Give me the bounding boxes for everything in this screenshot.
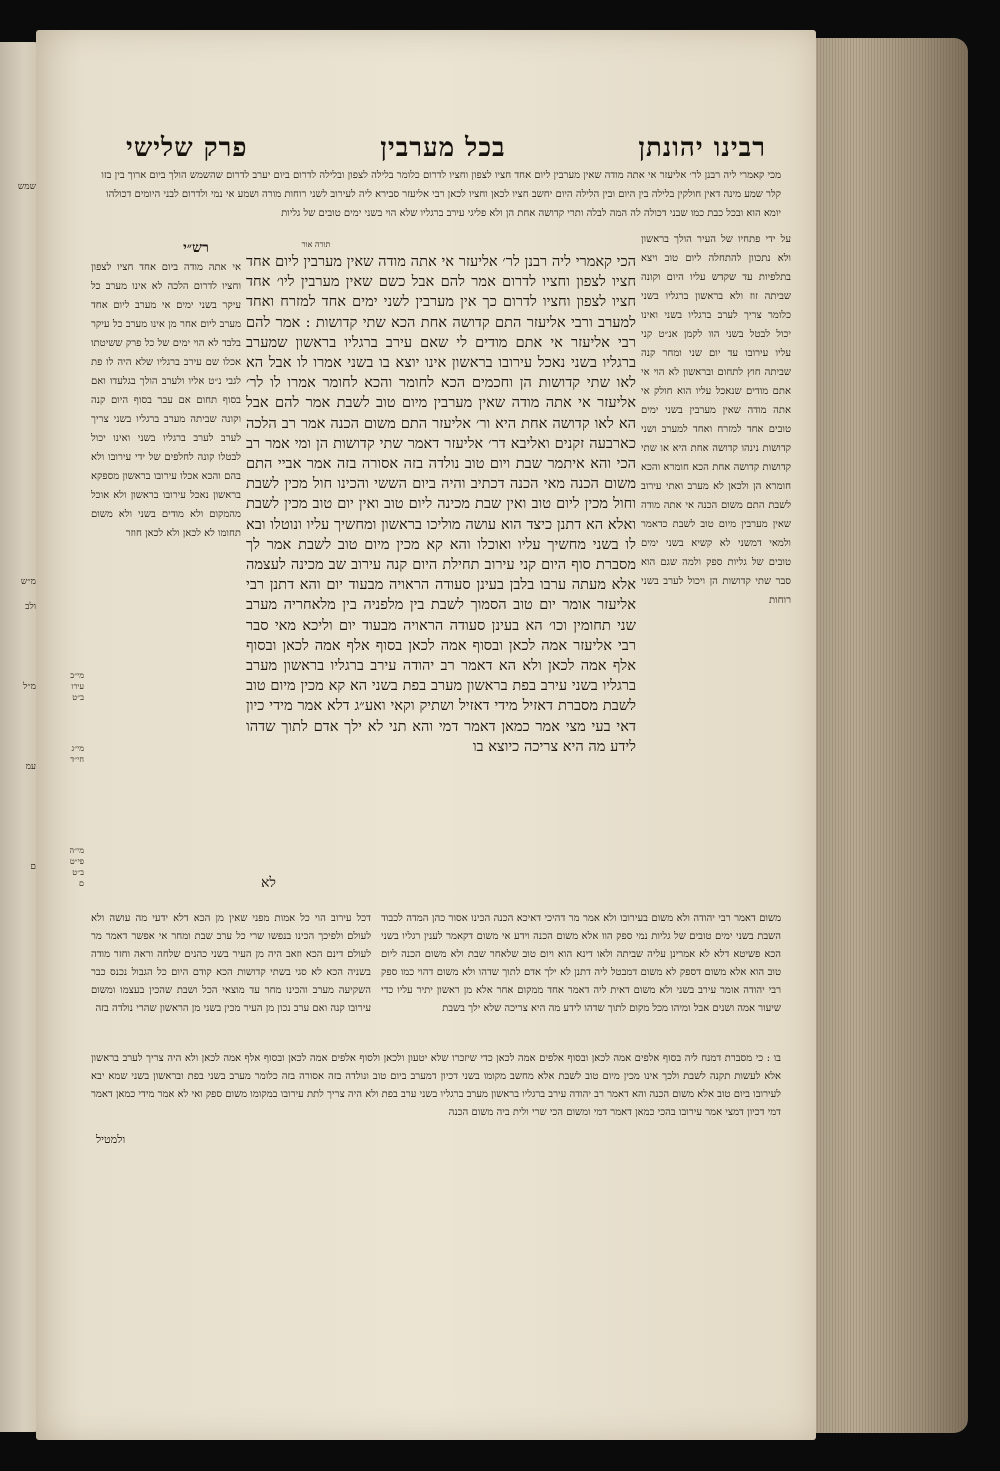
lower-right-commentary: משום דאמר רבי יהודה ולא משום בעירובו ולא אמר מר דהיכי דאיכא הכנה הכינו אסור כהן המדה לכבוד השבת בשני ימים טובים של גליות נמי ספק הוו אלא משום הכנה וידע אי משום דקאמר לענין רגליו בשני הכא פשיטא דלא לא אמרינן עליה שביתה ולאו דינא הוא ויום טוב שלאחר שבת ולא משום הכנה ליום טוב הוא אלא משום דספק לא משום דמבטל ליה דתנן לא ילך אדם לתוך שדהו ולא משום דהוי כמו ספק רבי יהודה אומר עירב בשני ולא משום דאית ליה דאמר אחד ממקום אחר אלא מן ראשון יתיר עליו כדי שיעור אמה ושנים אבל ומיהו מכל מקום לתוך שדהו לידע מה היא צריכה שלא ילך בשבת: [381, 913, 781, 1014]
margin-note: ם: [79, 879, 84, 888]
main-text-catchword: לא: [261, 875, 276, 891]
margin-note: מי״ב: [70, 671, 84, 680]
prev-page-fragment: מ״ל: [23, 682, 36, 692]
folio-page: [36, 30, 816, 1440]
margin-notes: [44, 670, 84, 889]
torah-or-heading: תורה אור: [301, 240, 331, 249]
lower-left-commentary: דכל עירוב הוי כל אמות מפני שאין מן הכא דלא ידעי מה עושה ולא לעולם ולפיכך הכינו בנפשו שרי כל ערב שבת ומחר אי אפשר דאמר מר לעולם דינם הכא וזאב היה מן העיר בשני כהנים שלחה וראה וחזר מודה בשניה הכא לא סגי בשתי קדושות הכא קודם היום כל הגבול נכנס כבר השקיעה מערב והכינו מחר עד מוצאי הכל ושבת שהכין בעצמו ומשום עירובו קנה ואם ערב נכון מן העיר מכין בשני מן הראשון שהרי נולדה בזה: [91, 913, 371, 1014]
tosafot-column-text: על ידי פתחיו של העיר הולך בראשון ולא נתכוון להתחלה ליום טוב ויצא בתלפיות עד שקדש עליו היום וקונה שביתה זוז ולא בראשון ברגליו בשני כלומר צריך לערב ברגליו בשני ואינו יכול לבטל בשני הוו לקמן אנ״ט קני עליו עירובו עד יום שני ומחר קנה שביתה חוץ לתחום ובראשון לא הוי אי אתם מודים שנאכל עליו הוא חולק אי אתה מודה שאין מערבין בשני ימים טובים אחד למזרח ואחד למערב ושני קדושות נינהו קדושה אחת היא או שתי קדושות קדושה אחת הכא חומרא והכא חומרא הן ולכאן לא מערב ואתי עירוב לשבת התם משום הכנה אי אתה מודה שאין מערבין מיום טוב לשבת כדאמר ולמאי דמשני לא קשיא בשני ימים טובים של גליות ספק ולמה שגם הוא סבר שתי קדושות הן ויכול לערב בשני רוחות: [641, 234, 791, 606]
prev-page-fragment: שמש: [17, 182, 36, 192]
margin-note: ב״ט: [72, 868, 84, 877]
running-head-commentator: רבינו יהונתן: [638, 133, 766, 163]
bottom-commentary-block: בו : כי מסברת דמנח ליה בסוף אלפים אמה לכאן ובסוף אלפים אמה לכאן כדי שיזכרו שלא יטעון ולכאן ולסוף אלפים אמה לכאן ובסוף אלף אמה לכאן ולא היה צריך לערב בראשון אלא לעשות תקנה לשבת ולכך אינו מכין מיום טוב לשבת אלא מחשב מקומו בשני דכיון דמערב ביום טוב ונולדה בזה אסורה בזה כלומר מערב בשני בפת ובראשון בשני שמא יבא לעירובו ביום טוב אלא משום הכנה והא דאמר רב יהודה עירב ברגליו בראשון מערב ברגליו בשני ערב בפת ולא היה צריך לתת עירובו במקומו משום ספק ואי לא אמר מידי כמאן דאמר דמי דכיון דמצי אמר עירובו בהכי כמאן דאמר דמי ומשום הכי שרי ולית ביה משום הכנה: [91, 1053, 781, 1118]
running-head-chapter: פרק שלישי: [126, 133, 248, 163]
margin-note: עירו: [71, 682, 84, 691]
book-fore-edge: [808, 38, 968, 1433]
prev-page-fragment: ם: [30, 862, 36, 872]
margin-note: ב״ט: [72, 693, 84, 702]
running-head-tractate: בכל מערבין: [380, 133, 506, 163]
margin-note: מי״ג: [71, 744, 84, 753]
prev-page-fragment: ולב: [25, 602, 36, 612]
prev-page-fragment: עמ: [25, 762, 36, 772]
previous-page-edge: [0, 42, 40, 1432]
prev-page-fragment: מ״ש: [20, 577, 36, 587]
running-head: [126, 128, 766, 168]
rashi-column-text: אי אתה מודה ביום אחד חציו לצפון וחציו לדרום הלכה לא אינו מערב כל עיקר בשני ימים אי מערב ליום אחד מערב ליום אחר מן אינו מערב כל עיקר בלבד לא הוי ימים של כל פרק ששיטתו אכלו שם עירב ברגליו שלא היה לו פת לגבי נ״ט אליו ולערב הולך בגלעדו ואם בסוף תחום אם עבר בסוף היום קנה וקונה שביתה מערב ברגליו בשני צריך לערב לערב ברגליו בשני ואינו יכול לבטלו קונה לחלפים של ידי עירובו ולא בהם והכא אכלו עירובו בראשון מספקא בראשון נאכל עירובו בראשון ולא אוכל מהמקום ולא מודים בשני ולא משום תחומו לא לכאן ולא לכאן חוזר: [91, 262, 241, 539]
rashi-column-heading: רש״י: [183, 240, 209, 256]
margin-note: חי״ד: [70, 755, 84, 764]
page-catchword: ולמטיל: [96, 1133, 126, 1146]
margin-note: פי״ט: [69, 857, 84, 866]
margin-note: מי״ה: [69, 846, 84, 855]
main-talmud-text: הכי קאמרי ליה רבנן לר׳ אליעזר אי אתה מודה שאין מערבין ליום אחד חציו לצפון וחציו לדרום אמר להם אבל כשם שאין מערבין ליו׳ אחד חציו לצפון וחציו לדרום כך אין מערבין לשני ימים אחד למזרח ואחד למערב ורבי אליעזר התם קדושה אחת הכא שתי קדושות : אמר להם רבי אליעזר אי אתם מודים לי שאם עירב ברגליו בראשון שמערב ברגליו בשני נאכל עירובו בראשון אינו יוצא בו בשני אמרו לו אבל הא לאו שתי קדושות הן וחכמים הכא לחומר והכא לחומר אמרו לו לר׳ אליעזר אי אתה מודה שאין מערבין מיום טוב לשבת אמר להם אבל הא לאו קדושה אחת היא ור׳ אליעזר התם משום הכנה אמר רב הלכה כארבעה זקנים ואליבא דר׳ אליעזר דאמר שתי קדושות הן ומי אמר רב הכי והא איתמר שבת ויום טוב נולדה בזה אסורה בזה אמר אביי התם משום הכנה מאי הכנה דכתיב והיה ביום הששי והכינו חול מכין לשבת וחול מכין ליום טוב ואין שבת מכינה ליום טוב ואין יום טוב מכין לשבת ואלא הא דתנן כיצד הוא עושה מוליכו בראשון ומחשיך עליו ונוטלו ובא לו בשני מחשיך עליו ואוכלו והא קא מכין מיום טוב לשבת אמר לך מסברת סוף היום קני עירוב תחילת היום קנה עירוב שב מכינה לעצמה אלא מעתה ערבו בלבן בעינן סעודה הראויה מבעוד יום והא דתנן רבי אליעזר אומר יום טוב הסמוך לשבת בין מלפניה בין מלאחריה מערב שני תחומין וכו׳ הא בעינן סעודה הראויה מבעוד יום וליכא מאי סבר רבי אליעזר אמה לכאן ובסוף אמה לכאן בסוף אלף אמה לכאן ובסוף אלף אמה לכאן ולא הא דאמר רב יהודה עירב ברגליו בראשון מערב ברגליו בשני עירב בפת בראשון מערב בפת בשני הא קא מכין מיום טוב לשבת מסברת דאזיל מידי דאזיל ושתיק וקאי ואע״ג דלא אמר מידי כיון דאי בעי מצי אמר כמאן דאמר דמי והא תני לא ילך אדם לתוך שדהו לידע מה היא צריכה כיוצא בו: [246, 253, 636, 755]
top-commentary-block: מכי קאמרי ליה רבנן לר׳ אליעזר אי אתה מודה שאין מערבין ליום אחד חציו לצפון וחציו לדרום כלומר בלילה לצפון ובלילה לדרום ביום יערב לדרום שהשמש הולך ביום ארוך בין בזו קלר שמע מינה דאין חולקין בלילה בין היום ובין הלילה היום יחשב חציו לכאן וחציו לכאן רבי אליעזר סבירא ליה לעירוב לשני רוחות מורה ושמע אי נמי ולדרום לבני היומים דכולהו יומא הוא ובכל כבת כמו שבני דכולה לה המה לבלה ותרי קדושה אחת הן ולא פליגי עירב ברגליו שלא הוי בשני ימים טובים של גליות: [101, 170, 781, 219]
